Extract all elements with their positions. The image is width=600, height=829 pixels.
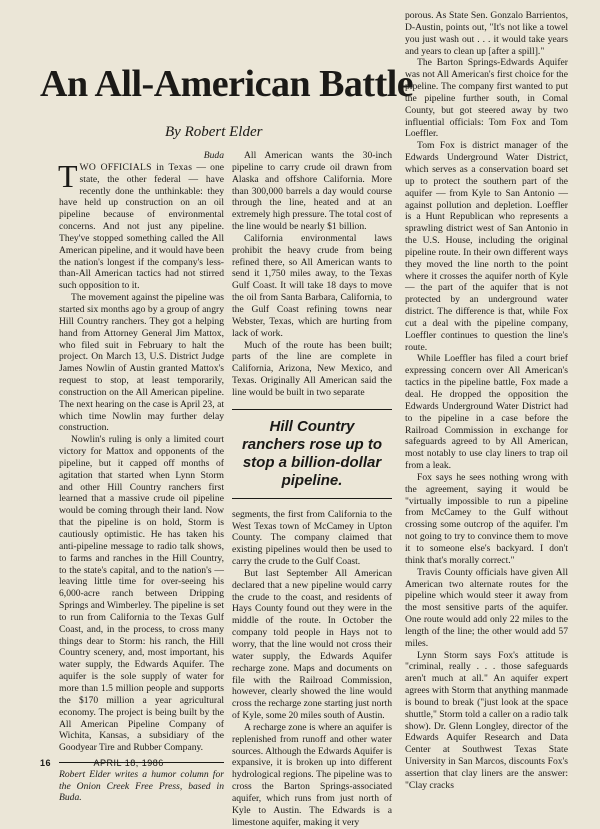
column-2 bbox=[232, 150, 392, 829]
column-1 bbox=[59, 150, 224, 804]
issue-date: APRIL 18, 1986 bbox=[93, 758, 164, 768]
paragraph: California environmental laws prohibit the heavy crude from being refined there, so All American wants to send it 1,750 miles away, to the Texas Gulf Coast. It will take 18 days to move the oil from Santa Barbara, California, to the Gulf Coast refining towns near Webster, Texas, which are hurting from lack of work. bbox=[232, 232, 392, 339]
page-footer bbox=[40, 758, 194, 768]
paragraph: Lynn Storm says Fox's attitude is "criminal, really . . . those safeguards aren't much at all." An aquifer expert agrees with Storm that anything manmade is bound to break ("just look at the space shuttle," Storm told a caller on a radio talk show). Dr. Glenn Longley, director of the Edwards Aquifer Research and Data Center at Southwest Texas State University in San Marcos, discounts Fox's assertion that clay liners are the answer: "Clay cracks bbox=[405, 649, 568, 791]
paragraph: porous. As State Sen. Gonzalo Barrientos, D-Austin, points out, "It's not like a towel you just wash out . . . it would take years and years to clean up [after a spill]." bbox=[405, 10, 568, 57]
author-bio: Robert Elder writes a humor column for the Onion Creek Free Press, based in Buda. bbox=[59, 762, 224, 804]
lead-smallcaps: WO OFFICIALS in Texas bbox=[79, 161, 193, 173]
paragraph: Fox says he sees nothing wrong with the agreement, saying it would be "virtually impossible to run a pipeline from McCamey to the Gulf without crossing some outcrop of the aquifer. I'm not going to try to convince them to move it to someone else's backyard. I don't think that's morally correct." bbox=[405, 471, 568, 566]
dateline: Buda bbox=[203, 150, 224, 161]
lead-paragraph bbox=[58, 157, 224, 292]
pull-quote: Hill Country ranchers rose up to stop a billion-dollar pipeline. bbox=[232, 409, 392, 499]
paragraph: Nowlin's ruling is only a limited court victory for Mattox and opponents of the pipeline, but it capped off months of agitation that started when Lynn Storm and other Hill Country ranchers first learned that a massive crude oil pipeline would be coming through their land. Now that the pipeline is on hold, Storm is cautiously optimistic. He has taken his anti-pipeline message to radio talk shows, to farms and ranches in the Hill Country, to the state's capital, and to the nation's — leaving little time for over-seeing his 6,000-acre ranch between Dripping Springs and Wimberley. The pipeline is set to run from California to the Texas Gulf Coast, and, in the process, to cross many things dear to Storm: his ranch, the Hill Country scenery, and, most important, his water supply, the Edwards Aquifer. The aquifer is the sole supply of water for more than 1.5 million people and supports the $170 million a year agricultural economy. The project is being built by the All American Pipeline Company of Wichita, Kansas, a subsidiary of the Goodyear Tire and Rubber Company. bbox=[59, 434, 224, 754]
paragraph: Much of the route has been built; parts of the line are complete in California, Arizona, New Mexico, and Texas. Originally All American said the line would be built in two separate bbox=[232, 339, 392, 398]
paragraph: A recharge zone is where an aquifer is replenished from runoff and other water sources. Although the Edwards Aquifer is expansive, it is broken up into different hydrological regions. The pipeline was to cross the Barton Springs-associated aquifer, which runs from just north of Kyle to Austin. The Edwards is a limestone aquifer, making it very bbox=[232, 721, 392, 828]
paragraph: The Barton Springs-Edwards Aquifer was not All American's first choice for the pipeline. The company first wanted to put the pipeline further south, in Comal County, but got steered away by two influential officials: Tom Fox and Tom Loeffler. bbox=[405, 57, 568, 140]
drop-cap: T bbox=[58, 157, 78, 194]
lead-text: — one state, the other federal — have recently done the unthinkable: they have held up construction on an oil pipeline because of environmental concerns. And not just any pipeline. They've stopped something called the All American pipeline, and it would have been the nation's longest if the company's less-than-All American tactics had not stirred such opposition to it. bbox=[59, 161, 224, 292]
paragraph: But last September All American declared that a new pipeline would carry the crude to the coast, and residents of Hays County found out they were in the middle of the route. In October the company told people in Hays not to worry, that the line would not cross their water supply, the Edwards Aquifer recharge zone. Maps and documents on file with the Railroad Commission, however, clearly showed the line would cross the recharge zone starting just north of Kyle, some 20 miles south of Austin. bbox=[232, 567, 392, 722]
column-3 bbox=[405, 10, 568, 792]
byline: By Robert Elder bbox=[165, 124, 263, 140]
paragraph: Tom Fox is district manager of the Edwards Underground Water District, which serves as a conservation board set up to protect the southern part of the aquifer — from Kyle to San Antonio — against pollution and depletion. Loeffler is a Hunt Republican who represents a sprawling district west of San Antonio in the U.S. House, including the original pipeline route. In their own different ways they moved the line north to the point where it crosses the aquifer north of Kyle — the part of the aquifer that is not protected by an underground water district. The difference is that, while Fox cut a deal with the pipeline company, Loeffler continues to question the line's route. bbox=[405, 140, 568, 353]
page-number: 16 bbox=[40, 758, 52, 768]
paragraph: While Loeffler has filed a court brief expressing concern over All American's tactics in the pipeline battle, Fox made a deal. He dropped the opposition the Edwards Underground Water District had to the pipeline in a case before the Railroad Commission in exchange for safeguards agreed to by All American, most notably to use clay liners to trap oil from a leak. bbox=[405, 353, 568, 472]
paragraph: The movement against the pipeline was started six months ago by a group of angry Hill Country ranchers. They got a helping hand from Attorney General Jim Mattox, who filed suit in February to halt the project. On March 13, U.S. District Judge James Nowlin of Austin granted Mattox's request to stop, at least temporarily, construction on the All American pipeline. The next hearing on the case is April 23, at which time Nowlin may further delay construction. bbox=[59, 292, 224, 434]
paragraph: segments, the first from California to the West Texas town of McCamey in Upton County. The company claimed that existing pipelines would then be used to carry the crude to the Gulf Coast. bbox=[232, 508, 392, 568]
paragraph: Travis County officials have given All American two alternate routes for the pipeline which would steer it away from the most sensitive parts of the aquifer. One route would add only 22 miles to the length of the line; the other would add 57 miles. bbox=[405, 566, 568, 649]
paragraph: All American wants the 30-inch pipeline to carry crude oil drawn from Alaska and offshore California. More than 300,000 barrels a day would course through the line, heated and at an extremely high pressure. The total cost of the line would be nearly $1 billion. bbox=[232, 150, 392, 233]
article-title: An All-American Battle bbox=[40, 63, 414, 105]
